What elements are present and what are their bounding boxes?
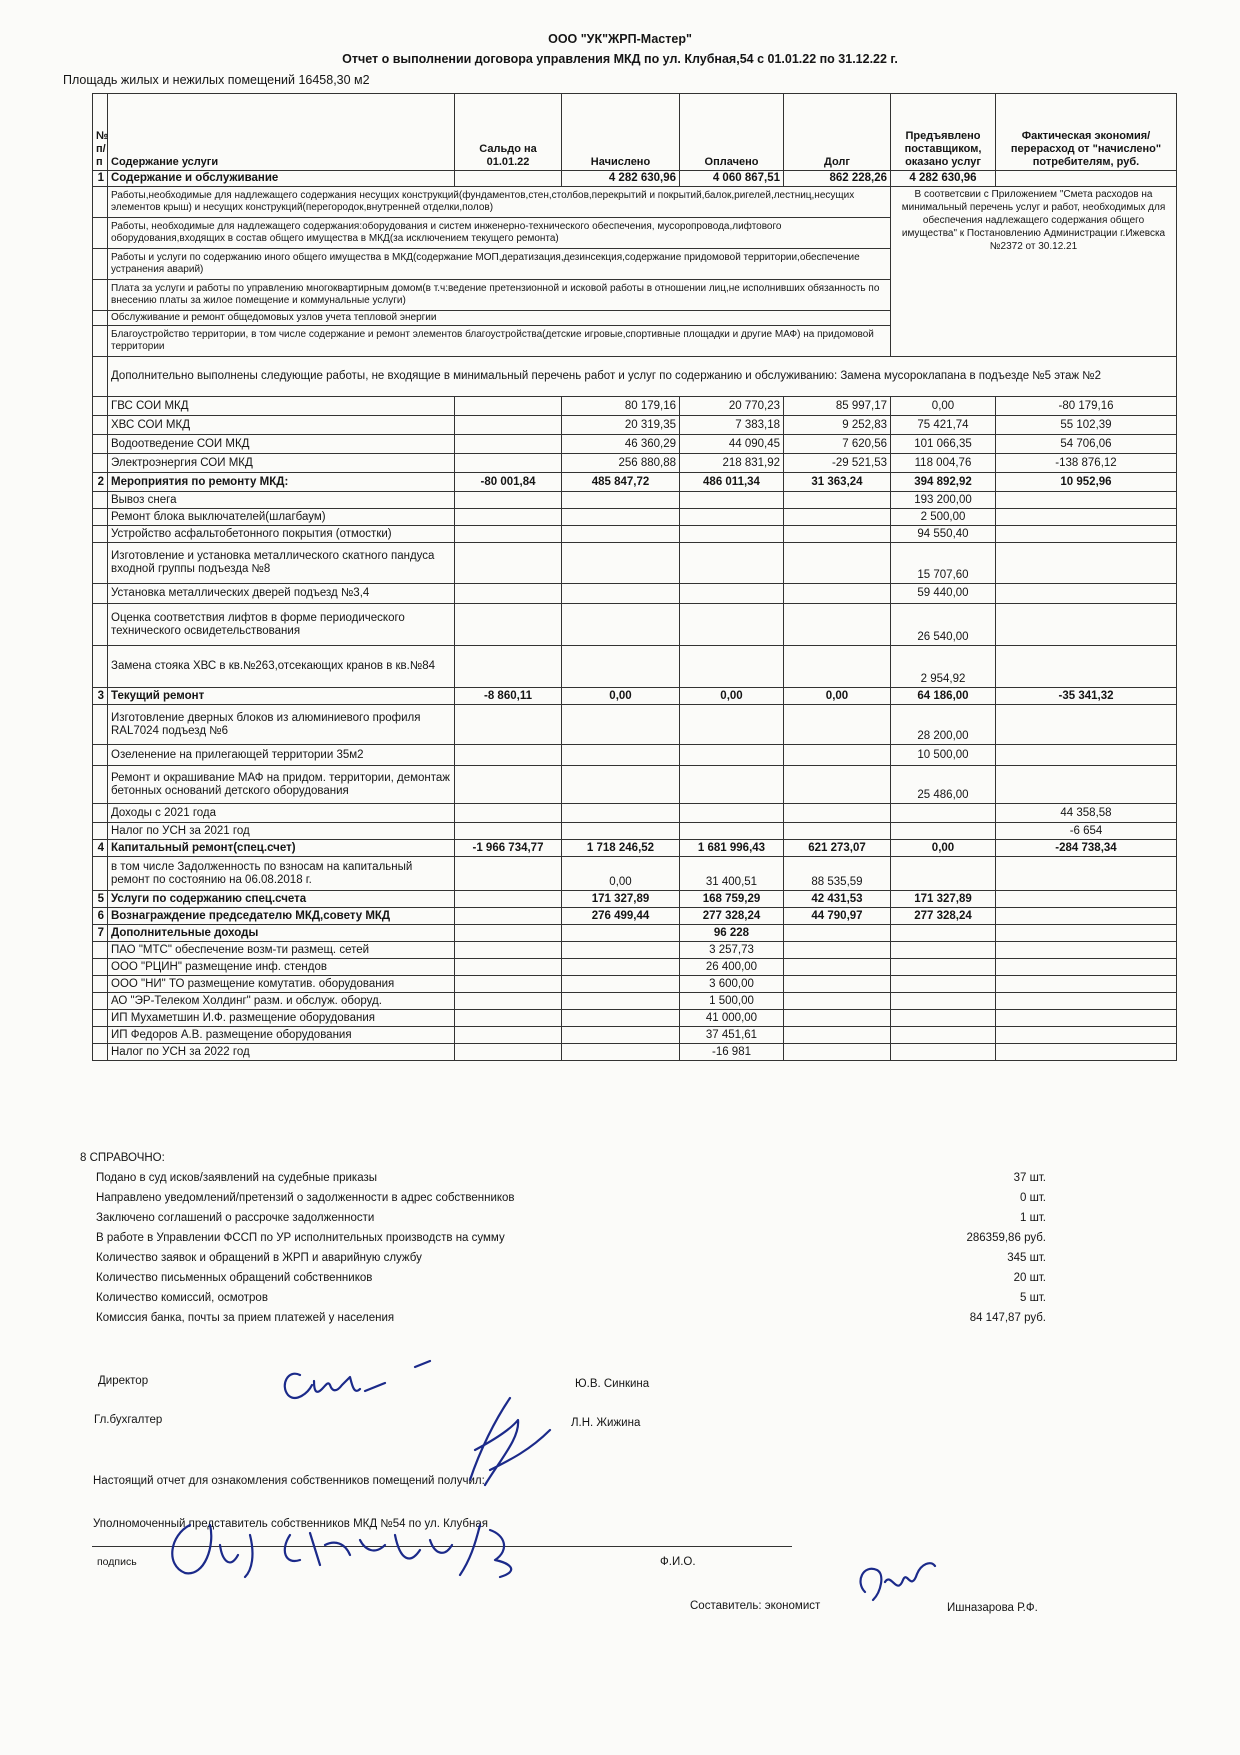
row-debt: -29 521,53 (784, 454, 891, 473)
row-desc: Электроэнергия СОИ МКД (108, 454, 455, 473)
director-name: Ю.В. Синкина (575, 1378, 650, 1390)
row-desc: Оценка соответствия лифтов в форме периодического технического освидетельствования (108, 604, 455, 646)
row-debt: 7 620,56 (784, 435, 891, 454)
reference-label: Количество комиссий, осмотров (96, 1292, 268, 1304)
row-saldo: -8 860,11 (455, 688, 562, 705)
row-desc: Вывоз снега (108, 492, 455, 509)
row-paid: 20 770,23 (680, 397, 784, 416)
reference-row (96, 1172, 1046, 1190)
table-row (93, 705, 1177, 745)
reference-row (96, 1212, 1046, 1230)
reference-label: Комиссия банка, почты за прием платежей у населения (96, 1312, 395, 1324)
row-desc: Водоотведение СОИ МКД (108, 435, 455, 454)
section-row-6 (93, 908, 1177, 925)
row-paid: 486 011,34 (680, 473, 784, 492)
row-supplier: 101 066,35 (891, 435, 996, 454)
reference-row (96, 1252, 1046, 1270)
row-paid: 3 257,73 (680, 942, 784, 959)
row-supplier: 59 440,00 (891, 584, 996, 604)
row-debt: 44 790,97 (784, 908, 891, 925)
row-economy: 54 706,06 (996, 435, 1177, 454)
row-no: 3 (93, 688, 108, 705)
row-charged: 1 718 246,52 (562, 840, 680, 857)
row-desc: Ремонт и окрашивание МАФ на придом. территории, демонтаж бетонных оснований детского оборудования (108, 766, 455, 804)
row-supplier: 171 327,89 (891, 891, 996, 908)
company-name: ООО "УК"ЖРП-Мастер" (548, 32, 692, 46)
row-charged: 80 179,16 (562, 397, 680, 416)
reference-row (96, 1192, 1046, 1210)
table-row (93, 509, 1177, 526)
row-charged: 0,00 (562, 857, 680, 891)
director-signature (270, 1355, 450, 1415)
section-row-1 (93, 171, 1177, 187)
row-economy: -284 738,34 (996, 840, 1177, 857)
report-title: Отчет о выполнении договора управления МКД по ул. Клубная,54 с 01.01.22 по 31.12.22 г. (342, 52, 898, 66)
s1-note: В соответсвии с Приложением "Смета расходов на минимальный перечень услуг и работ, необходимых для обеспечения надлежащего содержания общего имущества" к Постановлению Администрации г.Ижевска №2372 от 30.12.21 (891, 187, 1177, 357)
row-desc: ГВС СОИ МКД (108, 397, 455, 416)
section-row-2 (93, 473, 1177, 492)
row-charged: 485 847,72 (562, 473, 680, 492)
row-desc: Работы и услуги по содержанию иного общего имущества в МКД(содержание МОП,дератизация,дезинсекция,содержание придомовой территории,обеспечение устранения аварий) (108, 249, 891, 280)
row-no: 4 (93, 840, 108, 857)
report-table (92, 93, 1177, 1061)
reference-label: Подано в суд исков/заявлений на судебные приказы (96, 1172, 378, 1184)
utility-row (93, 454, 1177, 473)
reference-label: В работе в Управлении ФССП по УР исполнительных производств на сумму (96, 1232, 505, 1244)
row-supplier: 75 421,74 (891, 416, 996, 435)
row-economy: -6 654 (996, 823, 1177, 840)
row-paid: 277 328,24 (680, 908, 784, 925)
row-desc: Замена стояка ХВС в кв.№263,отсекающих кранов в кв.№84 (108, 646, 455, 688)
row-desc: Содержание и обслуживание (108, 171, 455, 187)
row-supplier: 277 328,24 (891, 908, 996, 925)
row-desc: Ремонт блока выключателей(шлагбаум) (108, 509, 455, 526)
row-paid: 37 451,61 (680, 1027, 784, 1044)
accountant-name: Л.Н. Жижина (571, 1417, 641, 1429)
row-supplier: 0,00 (891, 840, 996, 857)
accountant-signature (440, 1390, 580, 1500)
row-paid: 44 090,45 (680, 435, 784, 454)
row-supplier: 2 954,92 (891, 646, 996, 688)
row-desc: Текущий ремонт (108, 688, 455, 705)
table-row (93, 942, 1177, 959)
table-row (93, 993, 1177, 1010)
row-desc: ИП Федоров А.В. размещение оборудования (108, 1027, 455, 1044)
received-text: Настоящий отчет для ознакомления собственников помещений получил: (93, 1475, 485, 1487)
row-charged: 276 499,44 (562, 908, 680, 925)
row-paid: 0,00 (680, 688, 784, 705)
fio-label: Ф.И.О. (660, 1556, 696, 1568)
section-row-5 (93, 891, 1177, 908)
row-desc: Установка металлических дверей подъезд №3,4 (108, 584, 455, 604)
row-saldo: -80 001,84 (455, 473, 562, 492)
extra-work-row (93, 357, 1177, 397)
reference-row (96, 1232, 1046, 1250)
row-paid: -16 981 (680, 1044, 784, 1061)
reference-value: 345 (1007, 1252, 1027, 1264)
director-label: Директор (98, 1375, 149, 1387)
col-debt: Долг (784, 94, 891, 171)
row-economy: -138 876,12 (996, 454, 1177, 473)
section-row-3 (93, 688, 1177, 705)
row-debt: 42 431,53 (784, 891, 891, 908)
reference-row (96, 1312, 1046, 1330)
table-row (93, 1027, 1177, 1044)
reference-value: 0 (1019, 1192, 1027, 1204)
table-row (93, 857, 1177, 891)
row-no: 2 (93, 473, 108, 492)
table-header (93, 94, 1177, 171)
row-debt: 621 273,07 (784, 840, 891, 857)
row-no: 6 (93, 908, 108, 925)
row-paid: 96 228 (680, 925, 784, 942)
reference-unit: шт. (1029, 1192, 1046, 1204)
table-row (93, 823, 1177, 840)
row-charged: 4 282 630,96 (562, 171, 680, 187)
table-row (93, 1010, 1177, 1027)
row-desc: АО "ЭР-Телеком Холдинг" разм. и обслуж. оборуд. (108, 993, 455, 1010)
utility-row (93, 416, 1177, 435)
reference-value: 5 (1019, 1292, 1027, 1304)
table-row (93, 187, 1177, 218)
reference-unit: шт. (1029, 1172, 1046, 1184)
row-no: 1 (93, 171, 108, 187)
row-supplier: 25 486,00 (891, 766, 996, 804)
reference-label: Количество письменных обращений собственников (96, 1272, 373, 1284)
reference-value: 84 147,87 (969, 1312, 1021, 1324)
row-debt: 862 228,26 (784, 171, 891, 187)
compiler-label: Составитель: экономист (690, 1600, 821, 1612)
reference-unit: шт. (1029, 1252, 1046, 1264)
table-row (93, 959, 1177, 976)
col-saldo: Сальдо на 01.01.22 (455, 94, 562, 171)
row-no: 5 (93, 891, 108, 908)
reference-row (96, 1272, 1046, 1290)
row-desc: Обслуживание и ремонт общедомовых узлов учета тепловой энергии (108, 311, 891, 326)
row-paid: 41 000,00 (680, 1010, 784, 1027)
compiler-name: Ишназарова Р.Ф. (947, 1602, 1038, 1614)
table-row (93, 804, 1177, 823)
table-row (93, 976, 1177, 993)
row-desc: Работы,необходимые для надлежащего содержания несущих конструкций(фундаментов,стен,столбов,перекрытий и покрытий,балок,ригелей,лестниц,несущих элементов крыш) и несущих конструкций(перегородок,внутренней отделки,полов) (108, 187, 891, 218)
area-line: Площадь жилых и нежилых помещений 16458,30 м2 (63, 73, 370, 87)
col-supplier: Предъявлено поставщиком, оказано услуг (891, 94, 996, 171)
table-row (93, 543, 1177, 584)
row-supplier: 28 200,00 (891, 705, 996, 745)
section-row-7 (93, 925, 1177, 942)
row-supplier: 118 004,76 (891, 454, 996, 473)
row-supplier: 0,00 (891, 397, 996, 416)
row-desc: в том числе Задолженность по взносам на капитальный ремонт по состоянию на 06.08.2018 г. (108, 857, 455, 891)
row-charged: 0,00 (562, 688, 680, 705)
row-desc: Мероприятия по ремонту МКД: (108, 473, 455, 492)
reference-value: 1 (1019, 1212, 1027, 1224)
row-debt: 9 252,83 (784, 416, 891, 435)
reference-unit: шт. (1029, 1272, 1046, 1284)
table-row (93, 604, 1177, 646)
reference-label: Заключено соглашений о рассрочке задолженности (96, 1212, 375, 1224)
row-paid: 1 500,00 (680, 993, 784, 1010)
representative-text: Уполномоченный представитель собственников МКД №54 по ул. Клубная (93, 1518, 488, 1530)
row-economy: -80 179,16 (996, 397, 1177, 416)
row-economy: 10 952,96 (996, 473, 1177, 492)
row-charged: 46 360,29 (562, 435, 680, 454)
row-paid: 3 600,00 (680, 976, 784, 993)
row-desc: Плата за услуги и работы по управлению многоквартирным домом(в т.ч:ведение претензионной и исковой работы в отношении лиц,не исполнивших обязанность по внесению платы за жилое помещение и коммунальные услуги) (108, 280, 891, 311)
row-paid: 7 383,18 (680, 416, 784, 435)
reference-label: Направлено уведомлений/претензий о задолженности в адрес собственников (96, 1192, 515, 1204)
row-desc: Услуги по содержанию спец.счета (108, 891, 455, 908)
row-desc: ООО "РЦИН" размещение инф. стендов (108, 959, 455, 976)
row-desc: Изготовление и установка металлического скатного пандуса входной группы подъезда №8 (108, 543, 455, 584)
row-desc: ХВС СОИ МКД (108, 416, 455, 435)
reference-value: 286359,86 (966, 1232, 1021, 1244)
utility-row (93, 397, 1177, 416)
col-no: № п/п (93, 94, 108, 171)
reference-unit: руб. (1024, 1232, 1046, 1244)
row-paid: 168 759,29 (680, 891, 784, 908)
row-supplier: 4 282 630,96 (891, 171, 996, 187)
row-desc: Работы, необходимые для надлежащего содержания:оборудования и систем инженерно-технического обеспечения, мусоропровода,лифтового оборудования,входящих в состав общего имущества в МКД(за исключением текущего ремонта) (108, 218, 891, 249)
row-saldo: -1 966 734,77 (455, 840, 562, 857)
row-desc: Дополнительные доходы (108, 925, 455, 942)
reference-heading: 8 СПРАВОЧНО: (80, 1152, 165, 1164)
reference-unit: шт. (1029, 1292, 1046, 1304)
row-desc: Вознаграждение председателю МКД,совету МКД (108, 908, 455, 925)
representative-signature (160, 1505, 580, 1585)
table-row (93, 584, 1177, 604)
section-row-4 (93, 840, 1177, 857)
row-paid: 218 831,92 (680, 454, 784, 473)
row-supplier: 15 707,60 (891, 543, 996, 584)
table-row (93, 766, 1177, 804)
col-economy: Фактическая экономия/перерасход от "начислено" потребителям, руб. (996, 94, 1177, 171)
row-supplier: 193 200,00 (891, 492, 996, 509)
row-desc: Благоустройство территории, в том числе содержание и ремонт элементов благоустройства(детские игровые,спортивные площадки и другие МАФ) на придомовой территории (108, 326, 891, 357)
row-desc: Изготовление дверных блоков из алюминиевого профиля RAL7024 подъезд №6 (108, 705, 455, 745)
sign-label: подпись (97, 1556, 137, 1568)
table-row (93, 526, 1177, 543)
col-paid: Оплачено (680, 94, 784, 171)
reference-unit: руб. (1024, 1312, 1046, 1324)
reference-unit: шт. (1029, 1212, 1046, 1224)
row-no: 7 (93, 925, 108, 942)
row-supplier: 64 186,00 (891, 688, 996, 705)
row-desc: Налог по УСН за 2021 год (108, 823, 455, 840)
extra-work-text: Дополнительно выполнены следующие работы, не входящие в минимальный перечень работ и услуг по содержанию и обслуживанию: Замена мусороклапана в подъезде №5 этаж №2 (108, 357, 1177, 397)
reference-label: Количество заявок и обращений в ЖРП и аварийную службу (96, 1252, 422, 1264)
row-desc: ИП Мухаметшин И.Ф. размещение оборудования (108, 1010, 455, 1027)
row-desc: Доходы с 2021 года (108, 804, 455, 823)
col-desc: Содержание услуги (108, 94, 455, 171)
row-supplier: 10 500,00 (891, 745, 996, 766)
row-charged: 20 319,35 (562, 416, 680, 435)
row-debt: 31 363,24 (784, 473, 891, 492)
row-supplier: 2 500,00 (891, 509, 996, 526)
row-desc: Устройство асфальтобетонного покрытия (отмостки) (108, 526, 455, 543)
row-charged: 171 327,89 (562, 891, 680, 908)
row-desc: ПАО "МТС" обеспечение возм-ти размещ. сетей (108, 942, 455, 959)
row-desc: ООО "НИ" ТО размещение комутатив. оборудования (108, 976, 455, 993)
row-supplier: 26 540,00 (891, 604, 996, 646)
reference-value: 20 (1013, 1272, 1027, 1284)
row-charged: 256 880,88 (562, 454, 680, 473)
row-debt: 0,00 (784, 688, 891, 705)
accountant-label: Гл.бухгалтер (94, 1414, 163, 1426)
row-paid: 26 400,00 (680, 959, 784, 976)
row-desc: Озеленение на прилегающей территории 35м2 (108, 745, 455, 766)
row-desc: Капитальный ремонт(спец.счет) (108, 840, 455, 857)
col-charged: Начислено (562, 94, 680, 171)
reference-row (96, 1292, 1046, 1310)
compiler-signature (845, 1552, 945, 1612)
row-economy: 55 102,39 (996, 416, 1177, 435)
row-supplier: 394 892,92 (891, 473, 996, 492)
row-paid: 1 681 996,43 (680, 840, 784, 857)
row-paid: 31 400,51 (680, 857, 784, 891)
table-row (93, 1044, 1177, 1061)
row-paid: 4 060 867,51 (680, 171, 784, 187)
row-economy: 44 358,58 (996, 804, 1177, 823)
row-supplier: 94 550,40 (891, 526, 996, 543)
row-desc: Налог по УСН за 2022 год (108, 1044, 455, 1061)
table-row (93, 745, 1177, 766)
table-row (93, 492, 1177, 509)
utility-row (93, 435, 1177, 454)
row-economy: -35 341,32 (996, 688, 1177, 705)
reference-value: 37 (1013, 1172, 1027, 1184)
row-debt: 85 997,17 (784, 397, 891, 416)
row-debt: 88 535,59 (784, 857, 891, 891)
table-row (93, 646, 1177, 688)
